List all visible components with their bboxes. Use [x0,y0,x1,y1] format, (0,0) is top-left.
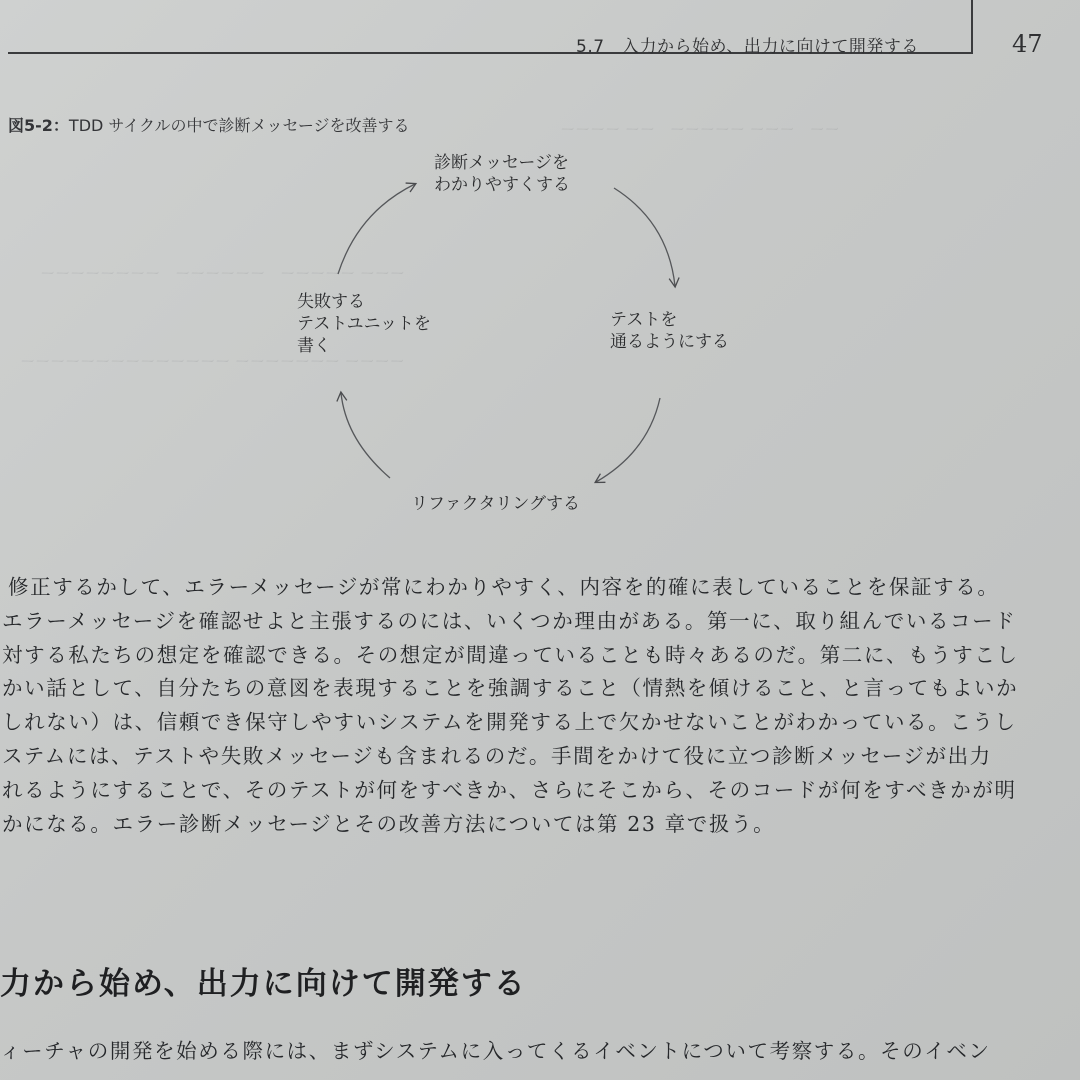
show-through-text: ーー ーーー ーーーーー ーー ーーーー [560,120,840,138]
cycle-step-make-test-pass: テストを 通るようにする [610,310,729,352]
section-heading: 力から始め、出力に向けて開発する [0,966,527,1002]
cycle-arrow-top-to-right [614,188,675,286]
body-line: エラーメッセージを確認せよと主張するのには、いくつか理由がある。第一に、取り組んでいるコード [2,608,1017,633]
cycle-arrow-left-to-top [338,184,415,274]
cycle-step-write-failing-test: 失敗する テストユニットを 書く [297,292,431,356]
figure-id: 図5-2： [8,116,69,135]
body-line: 対する私たちの想定を確認できる。その想定が間違っていることも時々あるのだ。第二に、もうすこし [2,642,1019,667]
cycle-step-refactor: リファクタリングする [411,494,580,514]
body-paragraph [0,571,1080,841]
next-paragraph-line: ィーチャの開発を始める際には、まずシステムに入ってくるイベントについて考察する。そのイベン [0,1039,991,1063]
figure-caption-text: TDD サイクルの中で診断メッセージを改善する [68,116,410,135]
page-number: 47 [1012,30,1043,58]
running-head: 5.7 入力から始め、出力に向けて開発する [576,37,919,57]
cycle-arrow-right-to-bottom [596,398,660,482]
show-through-text: ーーーー ーーーーーーー ーーーーーーーーーーーーーー [20,352,405,370]
cycle-arrow-bottom-to-left [341,393,390,478]
body-line: ステムには、テストや失敗メッセージも含まれるのだ。手間をかけて役に立つ診断メッセージが出力 [2,743,992,768]
body-line: かい話として、自分たちの意図を表現することを強調すること（情熱を傾けること、と言ってもよいか [2,676,1019,701]
body-line: れるようにすることで、そのテストが何をすべきか、さらにそこから、そのコードが何をすべきかが明 [2,777,1017,802]
body-line: かになる。エラー診断メッセージとその改善方法については第 23 章で扱う。 [2,811,776,836]
cycle-step-improve-diagnostics: 診断メッセージを わかりやすくする [434,153,570,195]
show-through-text: ーーー ーーーーー ーーーーーー ーーーーーーーー [40,264,405,282]
body-line: しれない）は、信頼でき保守しやすいシステムを開発する上で欠かせないことがわかっている。こうし [2,710,1017,735]
body-line: 修正するかして、エラーメッセージが常にわかりやすく、内容を的確に表していることを保証する。 [8,575,1000,599]
